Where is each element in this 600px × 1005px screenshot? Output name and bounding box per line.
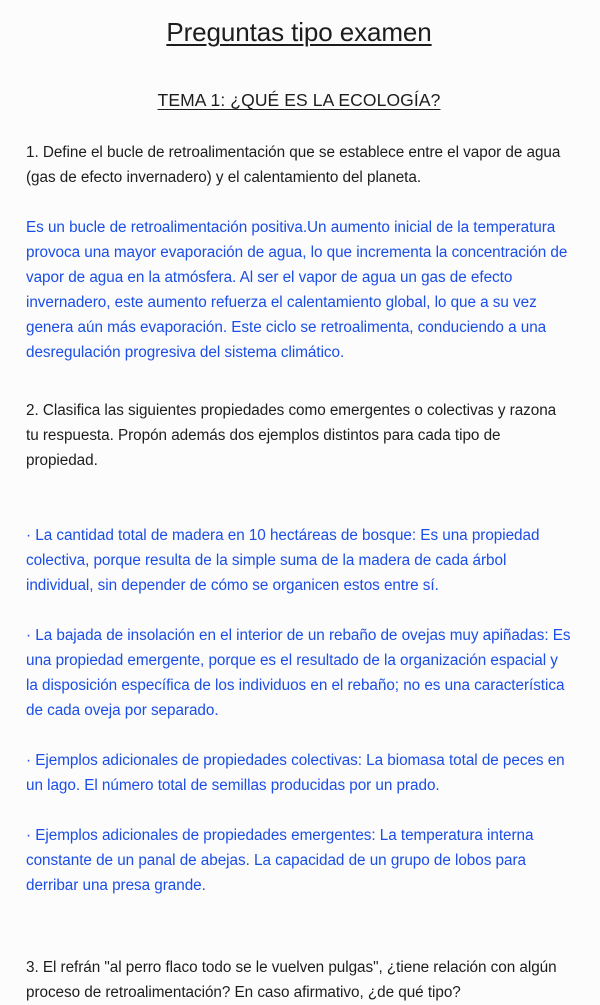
question-2: 2. Clasifica las siguientes propiedades como emergentes o colectivas y razona tu respuesta. Propón además dos ejemplos distintos para cada tipo de propiedad. (26, 402, 557, 469)
answer-1: Es un bucle de retroalimentación positiva.Un aumento inicial de la temperatura provoca una mayor evaporación de agua, lo que incrementa la concentración de vapor de agua en la atmósfera. Al ser el vapor de agua un gas de efecto invernadero, este aumento refuerza el calentamiento global, lo que a su vez genera aún más evaporación. Este ciclo se retroalimenta, conduciendo a una desregulación progresiva del sistema climático. (26, 219, 568, 361)
section-subtitle-text: TEMA 1: ¿QUÉ ES LA ECOLOGÍA? (157, 90, 441, 110)
question-3: 3. El refrán "al perro flaco todo se le vuelven pulgas", ¿tiene relación con algún proceso de retroalimentación? En caso afirmativo, ¿de qué tipo? (26, 959, 557, 1001)
question-1: 1. Define el bucle de retroalimentación que se establece entre el vapor de agua (gas de efecto invernadero) y el calentamiento del planeta. (26, 144, 561, 186)
section-subtitle (26, 89, 572, 111)
list-item: · La bajada de insolación en el interior de un rebaño de ovejas muy apiñadas: Es una propiedad emergente, porque es el resultado de la organización espacial y la disposición específica de los individuos en el rebaño; no es una característica de cada oveja por separado. (26, 627, 571, 719)
list-item: · Ejemplos adicionales de propiedades emergentes: La temperatura interna constante de un panal de abejas. La capacidad de un grupo de lobos para derribar una presa grande. (26, 827, 534, 894)
list-item: · Ejemplos adicionales de propiedades colectivas: La biomasa total de peces en un lago. El número total de semillas producidas por un prado. (26, 752, 565, 794)
answer-2 (26, 498, 572, 923)
page-title (26, 16, 572, 48)
page-title-text: Preguntas tipo examen (166, 17, 432, 47)
list-item: · La cantidad total de madera en 10 hectáreas de bosque: Es una propiedad colectiva, porque resulta de la simple suma de la madera de cada árbol individual, sin depender de cómo se organicen estos entre sí. (26, 527, 540, 594)
